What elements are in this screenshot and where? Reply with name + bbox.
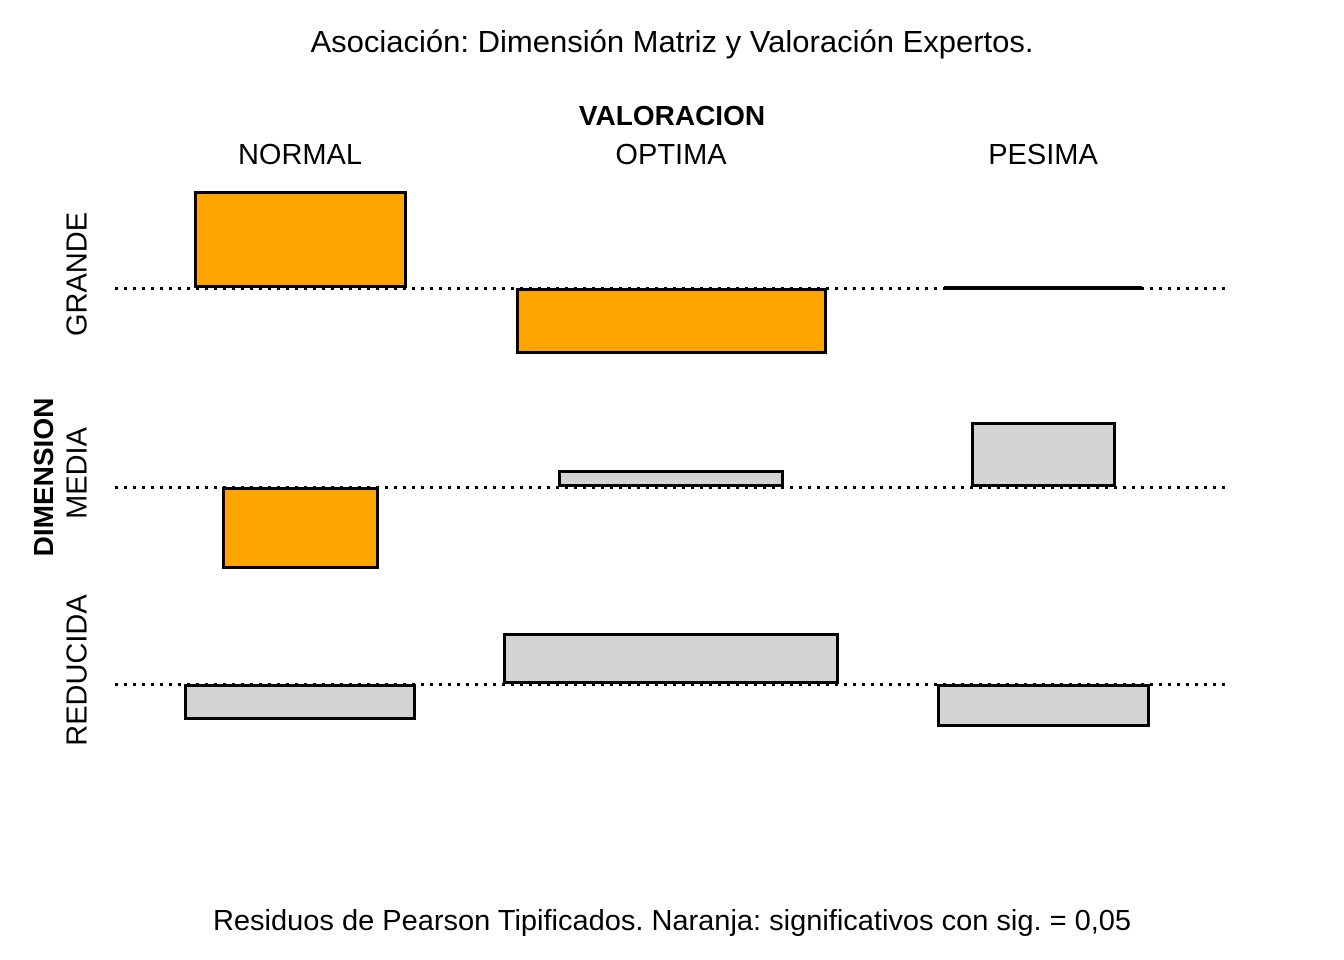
col-label-pesima: PESIMA [988, 139, 1098, 171]
bar-grande-optima [516, 288, 827, 354]
bar-grande-pesima [944, 286, 1142, 290]
bar-media-optima [558, 470, 784, 487]
chart-caption: Residuos de Pearson Tipificados. Naranja: significativos con sig. = 0,05 [212, 905, 1132, 937]
bar-grande-normal [194, 191, 407, 288]
bar-media-normal [222, 487, 379, 569]
row-axis-title: DIMENSION [28, 397, 59, 557]
row-label-grande: GRANDE [61, 211, 94, 337]
bar-media-pesima [971, 422, 1116, 487]
chart-title: Asociación: Dimensión Matriz y Valoración Expertos. [310, 24, 1034, 59]
column-axis-title: VALORACION [578, 100, 766, 131]
bar-reducida-normal [184, 684, 416, 720]
row-label-reducida: REDUCIDA [61, 594, 94, 746]
bar-reducida-pesima [937, 684, 1150, 727]
col-label-normal: NORMAL [237, 139, 363, 171]
row-label-media: MEDIA [61, 427, 94, 519]
col-label-optima: OPTIMA [615, 139, 727, 171]
bar-reducida-optima [503, 633, 839, 684]
